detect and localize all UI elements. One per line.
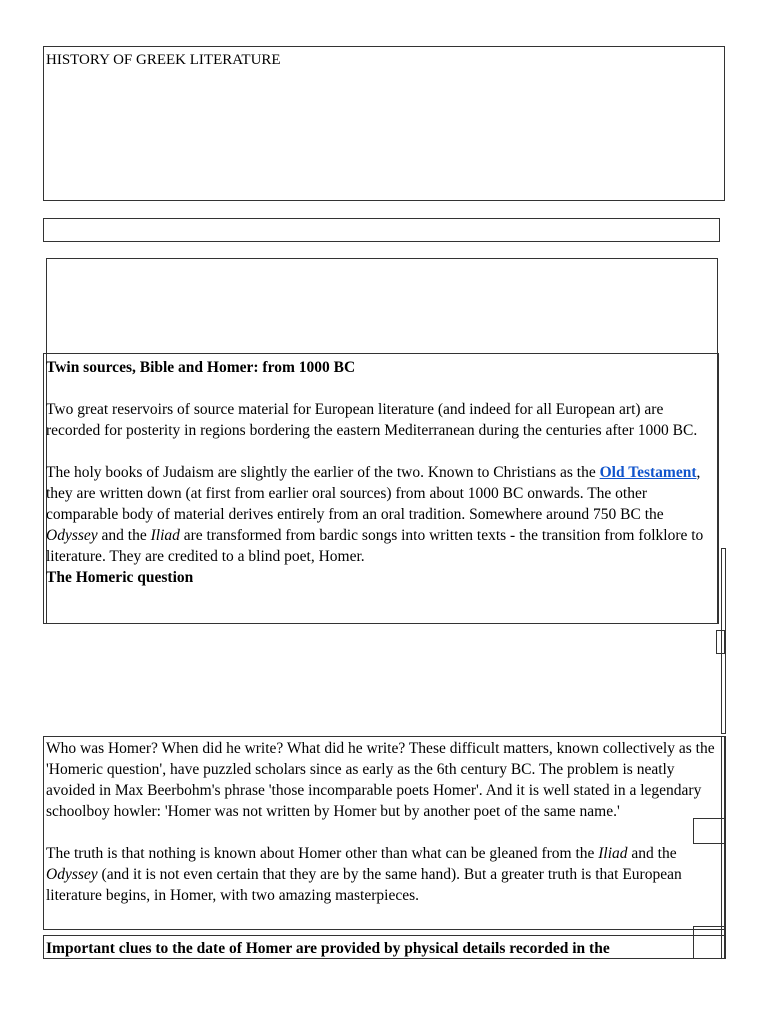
section1-text [46, 357, 716, 588]
side-frame-2 [716, 630, 725, 654]
document-title: HISTORY OF GREEK LITERATURE [46, 52, 281, 68]
title-box [43, 46, 725, 201]
section1-paragraph-2: The holy books of Judaism are slightly the earlier of the two. Known to Christians as the Old Testament, they are written down (at first from earlier oral sources) from about 1000 BC onwards. The other comparable body of material derives entirely from an oral tradition. Somewhere around 750 BC the Odyssey and the Iliad are transformed from bardic songs into written texts - the transition from folklore to literature. They are credited to a blind poet, Homer. [46, 464, 704, 565]
section2-paragraph-2: The truth is that nothing is known about Homer other than what can be gleaned from the Iliad and the Odyssey (and it is not even certain that they are by the same hand). But a greater truth is that European literature begins, in Homer, with two amazing masterpieces. [46, 845, 682, 904]
homeric-question-heading: The Homeric question [46, 569, 194, 586]
section1-heading: Twin sources, Bible and Homer: from 1000 BC [46, 359, 356, 376]
section3-text [46, 938, 686, 959]
old-testament-link[interactable]: Old Testament [599, 464, 697, 481]
section2-paragraph-1: Who was Homer? When did he write? What did he write? These difficult matters, known collectively as the 'Homeric question', have puzzled scholars since as early as the 6th century BC. The problem is neatly avoided in Max Beerbohm's phrase 'those incomparable poets Homer'. And it is well stated in a legendary schoolboy howler: 'Homer was not written by Homer but by another poet of the same name.' [46, 740, 715, 820]
side-frame-6 [721, 926, 726, 959]
section2-text [46, 738, 716, 906]
section3-paragraph-1: Important clues to the date of Homer are provided by physical details recorded in the [46, 940, 610, 957]
empty-bar-box [43, 218, 720, 242]
section1-paragraph-1: Two great reservoirs of source material for European literature (and indeed for all European art) are recorded for posterity in regions bordering the eastern Mediterranean during the centuries after 1000 BC. [46, 401, 698, 439]
